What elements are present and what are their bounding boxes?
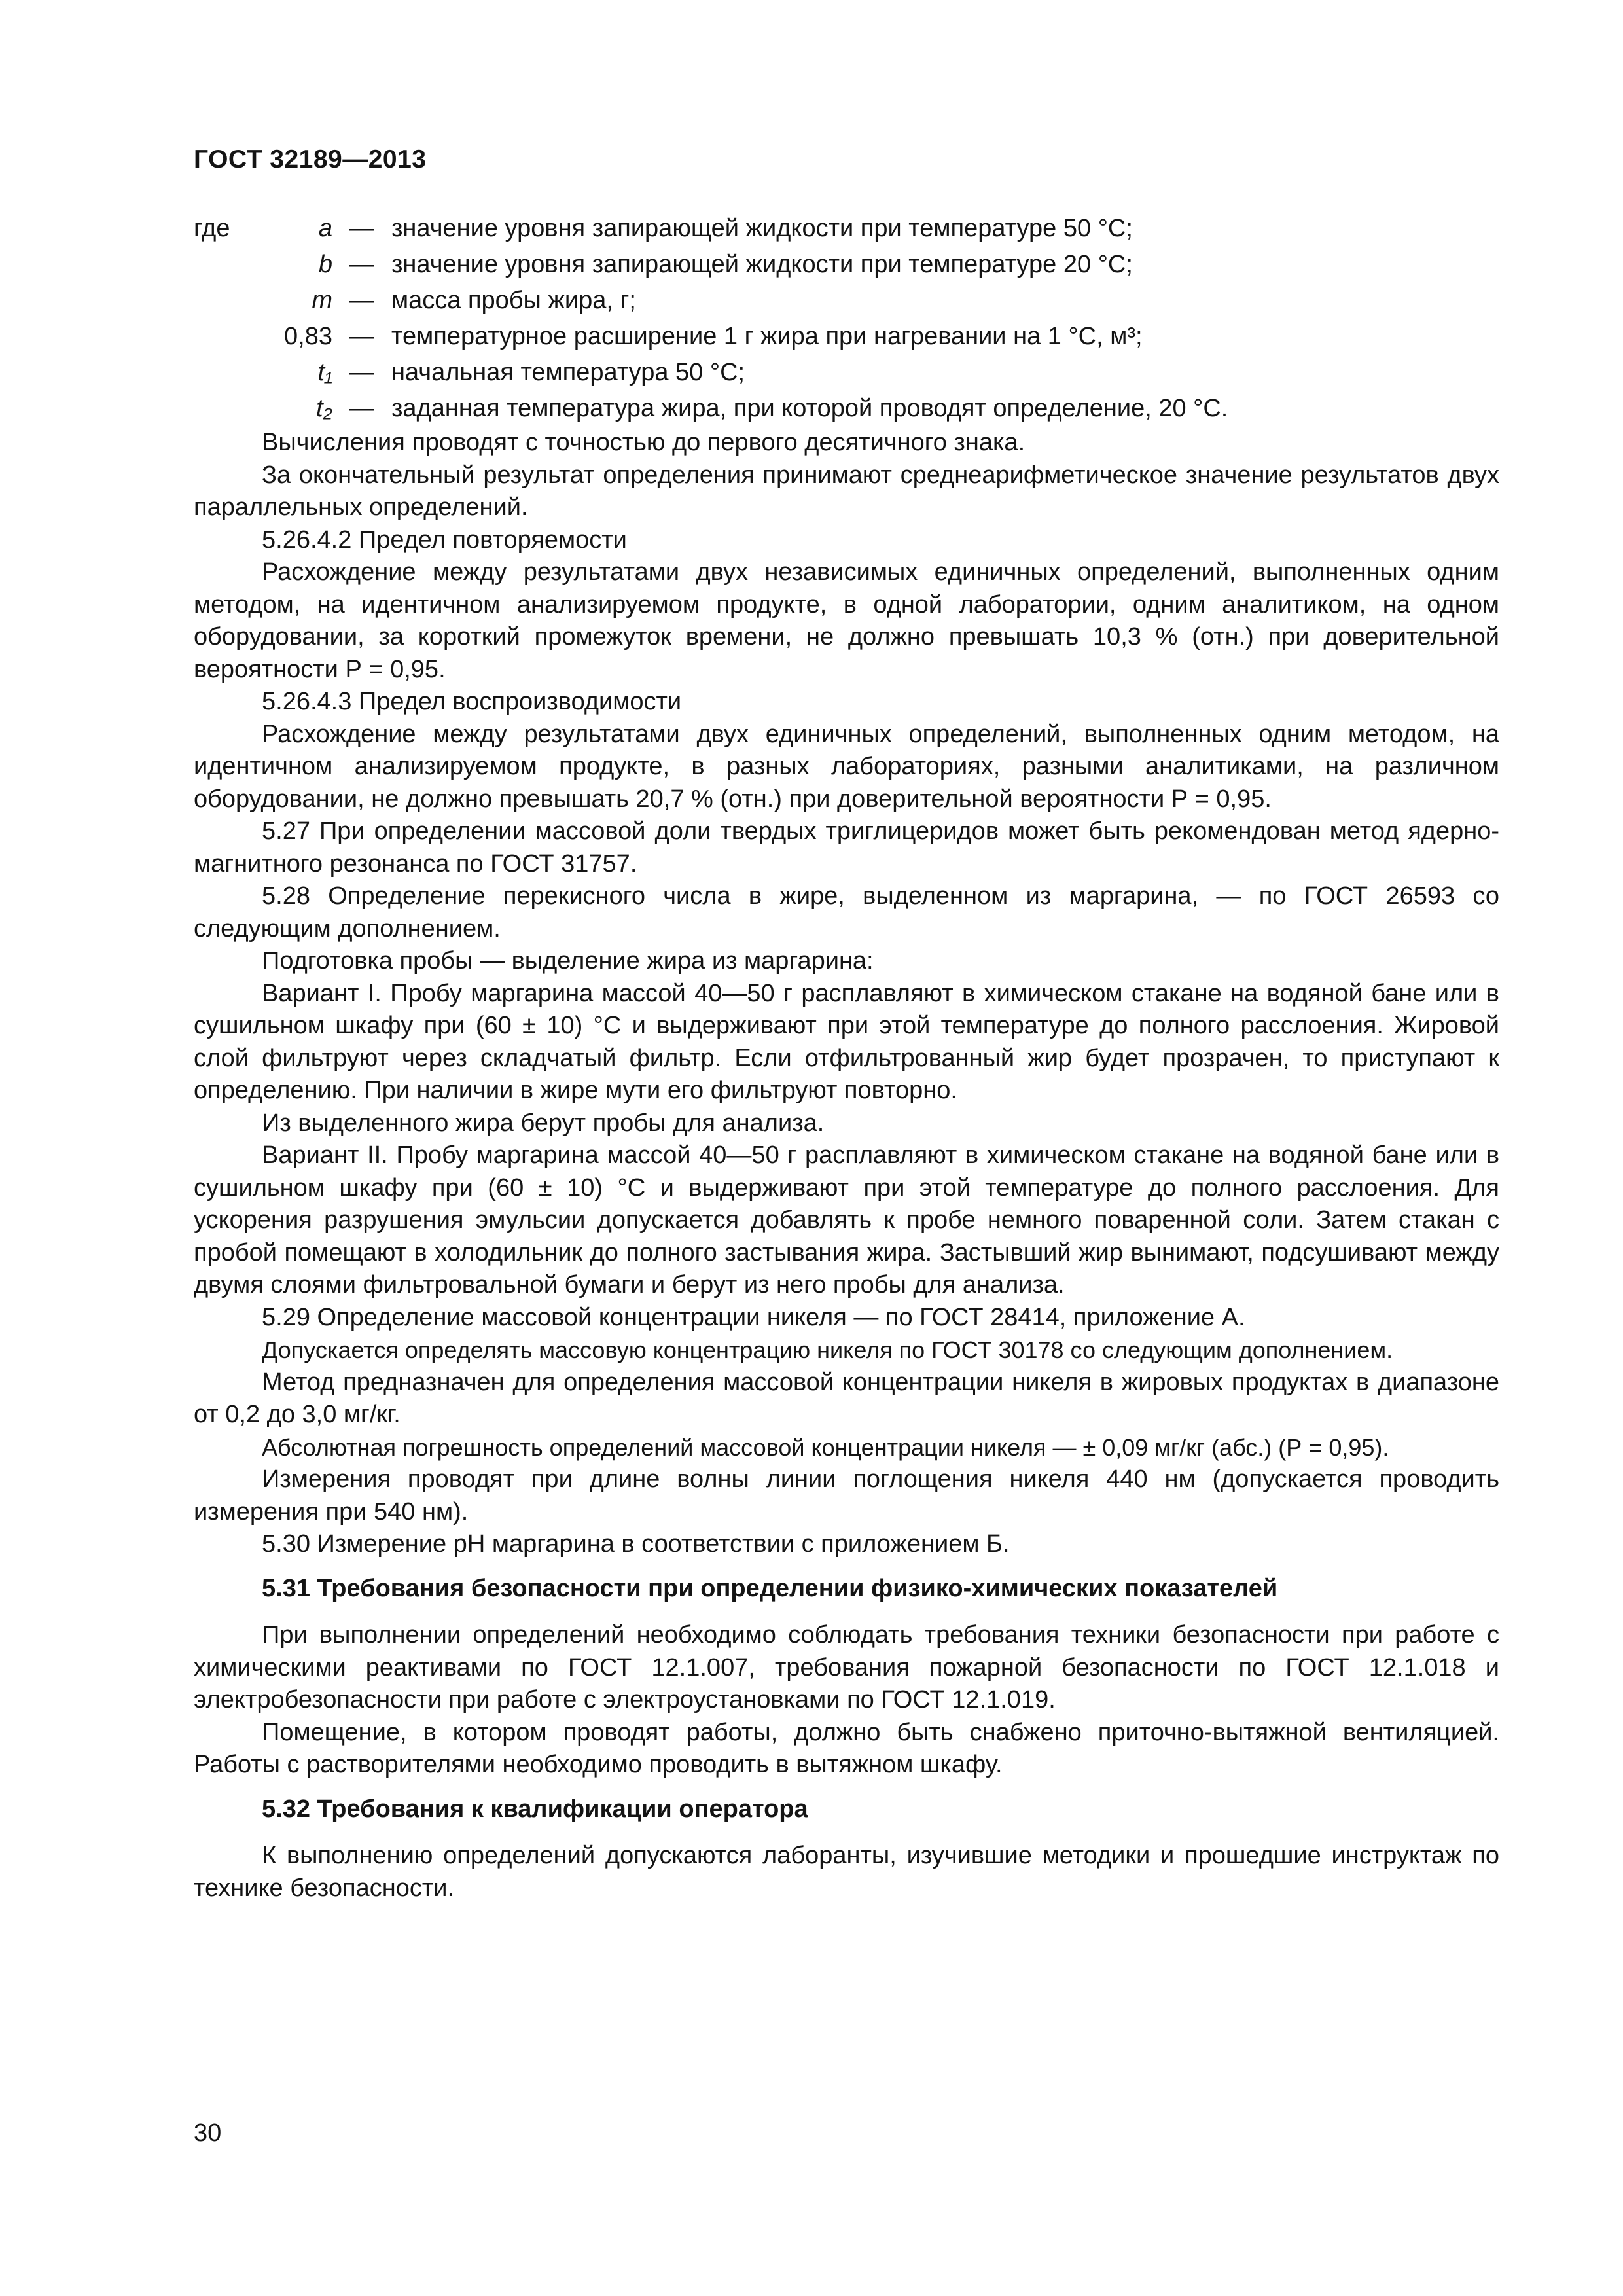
definition-symbol: 0,83	[284, 323, 332, 350]
subsection-title: 5.26.4.3 Предел воспроизводимости	[262, 688, 682, 715]
definition-text: заданная температура жира, при которой проводят определение, 20 °С.	[391, 395, 1228, 422]
paragraph: 5.30 Измерение рН маргарина в соответствии с приложением Б.	[262, 1530, 1010, 1558]
definition-dash: —	[349, 251, 374, 278]
definition-symbol: t₂	[315, 395, 332, 422]
definition-row	[194, 355, 1499, 391]
definition-dash: —	[349, 395, 374, 422]
definition-symbol: a	[318, 215, 332, 242]
document-header: ГОСТ 32189—2013	[194, 145, 427, 173]
section-heading: 5.31 Требования безопасности при определении физико-химических показателей	[262, 1574, 1278, 1602]
definition-text: начальная температура 50 °С;	[391, 359, 745, 386]
paragraph: Вычисления проводят с точностью до первого десятичного знака.	[262, 429, 1026, 456]
definition-dash: —	[349, 323, 374, 350]
definition-dash: —	[349, 359, 374, 386]
paragraph: Метод предназначен для определения массовой концентрации никеля в жировых продуктах в диапазоне от 0,2 до 3,0 мг/кг.	[194, 1368, 1499, 1428]
paragraph: Расхождение между результатами двух единичных определений, выполненных одним методом, на идентичном анализируемом продукте, в разных лабораториях, разными аналитиками, на различном оборудовании, не должно превышать 20,7 % (отн.) при доверительной вероятности Р = 0,95.	[194, 720, 1499, 813]
paragraph: За окончательный результат определения принимают среднеарифметическое значение результатов двух параллельных определений.	[194, 461, 1499, 521]
definition-lead: где	[194, 215, 230, 242]
definition-row	[194, 319, 1499, 355]
paragraph: 5.27 При определении массовой доли твердых триглицеридов может быть рекомендован метод ядерно-магнитного резонанса по ГОСТ 31757.	[194, 817, 1499, 878]
section-heading: 5.32 Требования к квалификации оператора	[262, 1795, 808, 1823]
paragraph: Помещение, в котором проводят работы, должно быть снабжено приточно-вытяжной вентиляцией. Работы с растворителями необходимо проводить в вытяжном шкафу.	[194, 1718, 1499, 1778]
definition-dash: —	[349, 215, 374, 242]
definition-text: значение уровня запирающей жидкости при температуре 50 °С;	[391, 215, 1133, 242]
definition-row	[194, 211, 1499, 247]
definition-symbol: m	[312, 287, 332, 314]
paragraph: Из выделенного жира берут пробы для анализа.	[262, 1109, 825, 1137]
definition-row	[194, 247, 1499, 283]
definition-row	[194, 391, 1499, 427]
paragraph: Допускается определять массовую концентрацию никеля по ГОСТ 30178 со следующим дополнением.	[262, 1336, 1393, 1363]
paragraph: Подготовка пробы — выделение жира из маргарина:	[262, 947, 874, 975]
paragraph: Абсолютная погрешность определений массовой концентрации никеля — ± 0,09 мг/кг (абс.) (Р = 0,95).	[262, 1433, 1389, 1461]
definition-symbol: b	[318, 251, 332, 278]
paragraph: При выполнении определений необходимо соблюдать требования техники безопасности при работе с химическими реактивами по ГОСТ 12.1.007, требования пожарной безопасности по ГОСТ 12.1.018 и электробезопасности при работе с электроустановками по ГОСТ 12.1.019.	[194, 1621, 1499, 1713]
subsection-title: 5.26.4.2 Предел повторяемости	[262, 526, 627, 554]
definition-symbol: t₁	[317, 359, 332, 386]
definition-row	[194, 283, 1499, 319]
paragraph: Вариант I. Пробу маргарина массой 40—50 г расплавляют в химическом стакане на водяной бане или в сушильном шкафу при (60 ± 10) °С и выдерживают при этой температуре до полного расслоения. Жировой слой фильтруют через складчатый фильтр. Если отфильтрованный жир будет прозрачен, то приступают к определению. При наличии в жире мути его фильтруют повторно.	[194, 979, 1499, 1104]
paragraph: Вариант II. Пробу маргарина массой 40—50 г расплавляют в химическом стакане на водяной бане или в сушильном шкафу при (60 ± 10) °С и выдерживают при этой температуре до полного расслоения. Для ускорения разрушения эмульсии допускается добавлять к пробе немного поваренной соли. Затем стакан с пробой помещают в холодильник до полного застывания жира. Застывший жир вынимают, подсушивают между двумя слоями фильтровальной бумаги и берут из него пробы для анализа.	[194, 1141, 1499, 1299]
paragraph: 5.29 Определение массовой концентрации никеля — по ГОСТ 28414, приложение А.	[262, 1303, 1245, 1331]
definition-text: температурное расширение 1 г жира при нагревании на 1 °С, м³;	[391, 323, 1143, 350]
page-number: 30	[194, 2119, 222, 2147]
definition-dash: —	[349, 287, 374, 314]
paragraph: Измерения проводят при длине волны линии поглощения никеля 440 нм (допускается проводить измерения при 540 нм).	[194, 1465, 1499, 1526]
definition-text: масса пробы жира, г;	[391, 287, 636, 314]
paragraph: К выполнению определений допускаются лаборанты, изучившие методики и прошедшие инструктаж по технике безопасности.	[194, 1842, 1499, 1902]
definition-text: значение уровня запирающей жидкости при температуре 20 °С;	[391, 251, 1133, 278]
paragraph: 5.28 Определение перекисного числа в жире, выделенном из маргарина, — по ГОСТ 26593 со следующим дополнением.	[194, 882, 1499, 942]
document-body	[194, 427, 1499, 1905]
variable-definitions	[194, 211, 1499, 427]
paragraph: Расхождение между результатами двух независимых единичных определений, выполненных одним методом, на идентичном анализируемом продукте, в одной лаборатории, одним аналитиком, на одном оборудовании, за короткий промежуток времени, не должно превышать 10,3 % (отн.) при доверительной вероятности Р = 0,95.	[194, 558, 1499, 683]
